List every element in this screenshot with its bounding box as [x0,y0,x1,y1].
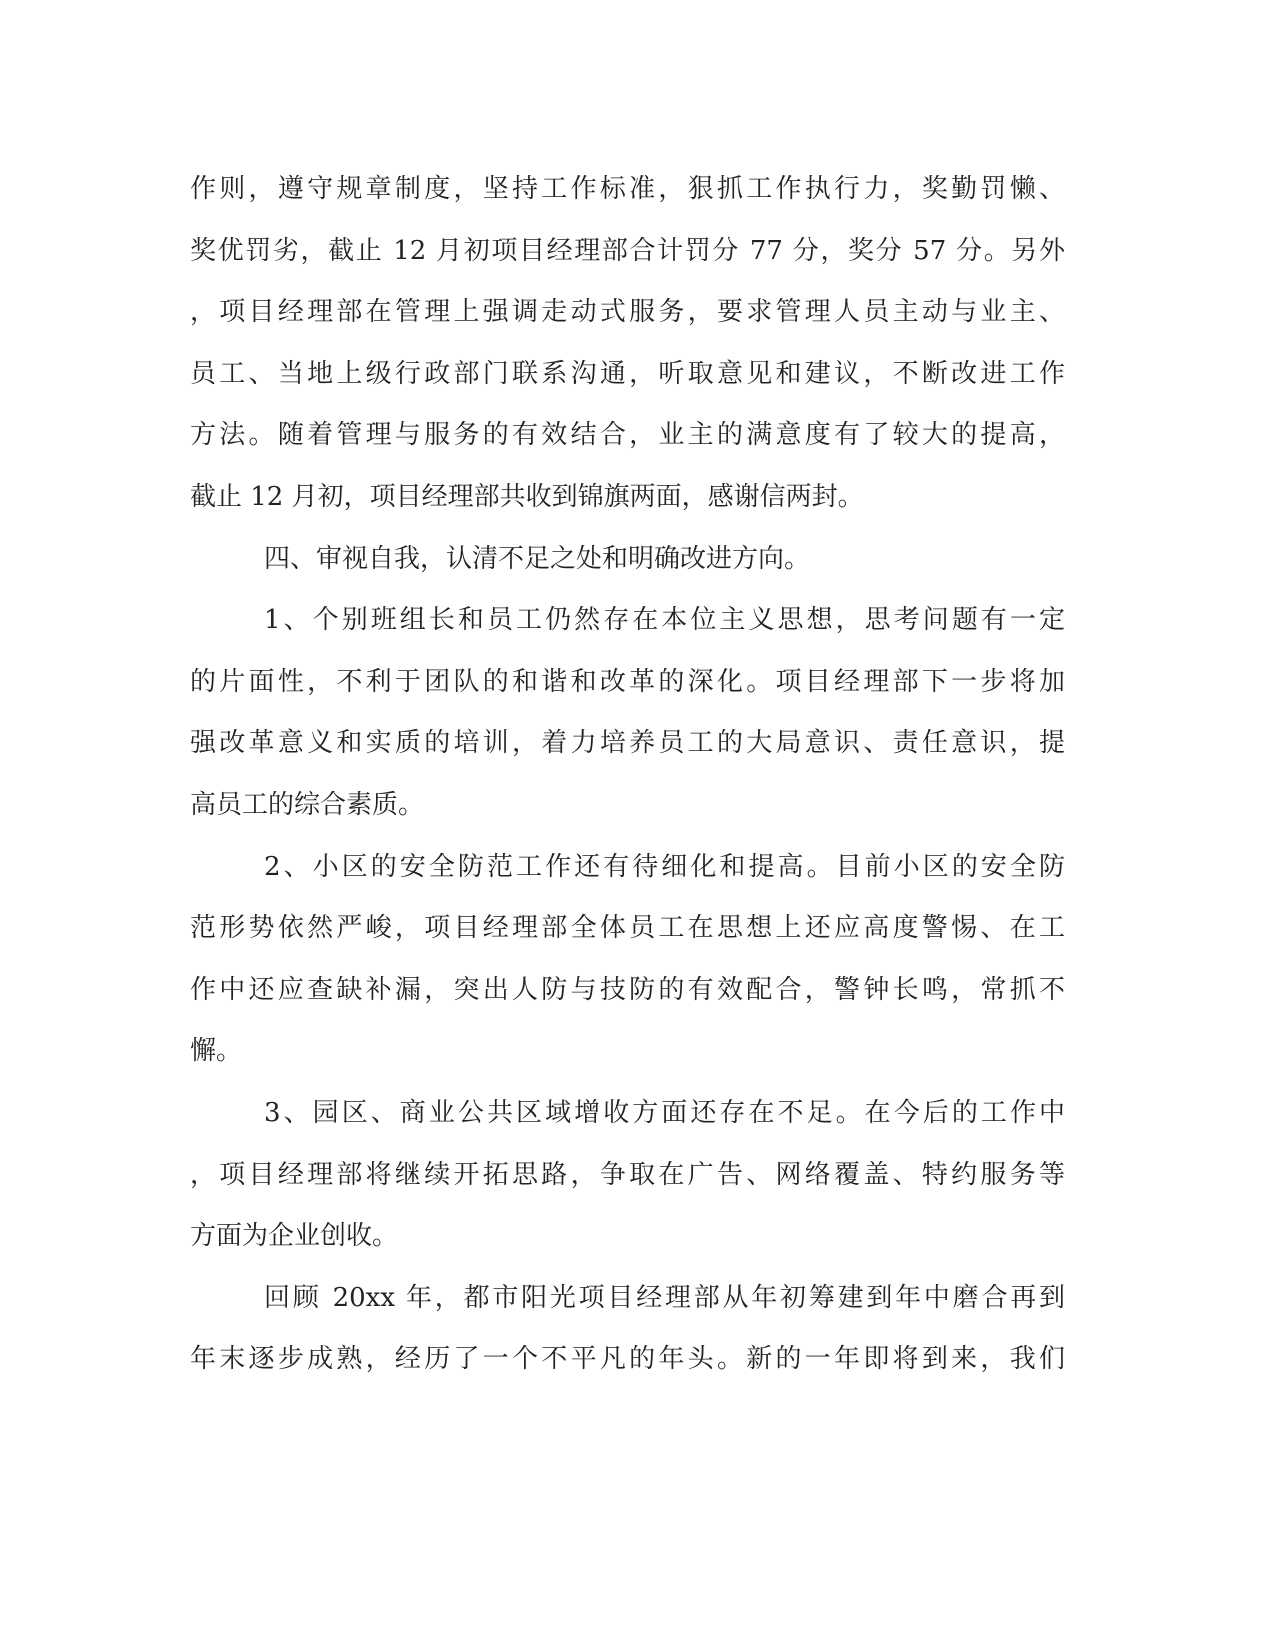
text-line: ，项目经理部将继续开拓思路，争取在广告、网络覆盖、特约服务等 [190,1159,1065,1190]
text-line: 懈。 [190,1036,243,1067]
text-line: 3、园区、商业公共区域增收方面还存在不足。在今后的工作中 [264,1097,1065,1128]
text-line: 四、审视自我，认清不足之处和明确改进方向。 [264,543,811,574]
text-line: 2、小区的安全防范工作还有待细化和提高。目前小区的安全防 [264,851,1065,882]
text-line: ，项目经理部在管理上强调走动式服务，要求管理人员主动与业主、 [190,297,1065,328]
text-line: 1、个别班组长和员工仍然存在本位主义思想，思考问题有一定 [264,605,1065,636]
text-line: 作中还应查缺补漏，突出人防与技防的有效配合，警钟长鸣，常抓不 [190,974,1065,1005]
text-line: 范形势依然严峻，项目经理部全体员工在思想上还应高度警惕、在工 [190,913,1065,944]
text-line: 高员工的综合素质。 [190,789,425,820]
text-line: 的片面性，不利于团队的和谐和改革的深化。项目经理部下一步将加 [190,666,1065,697]
text-line: 年末逐步成熟，经历了一个不平凡的年头。新的一年即将到来，我们 [190,1344,1065,1375]
text-line: 奖优罚劣，截止 12 月初项目经理部合计罚分 77 分，奖分 57 分。另外 [190,235,1065,266]
text-line: 作则，遵守规章制度，坚持工作标准，狠抓工作执行力，奖勤罚懒、 [190,174,1065,204]
text-line: 强改革意义和实质的培训，着力培养员工的大局意识、责任意识，提 [190,728,1065,759]
text-line: 员工、当地上级行政部门联系沟通，听取意见和建议，不断改进工作 [190,358,1065,389]
text-line: 方法。随着管理与服务的有效结合，业主的满意度有了较大的提高， [190,420,1065,451]
document-body [190,159,1065,1391]
text-line: 回顾 20xx 年，都市阳光项目经理部从年初筹建到年中磨合再到 [264,1282,1065,1313]
text-line: 截止 12 月初，项目经理部共收到锦旗两面，感谢信两封。 [190,481,864,512]
text-line: 方面为企业创收。 [190,1221,399,1252]
